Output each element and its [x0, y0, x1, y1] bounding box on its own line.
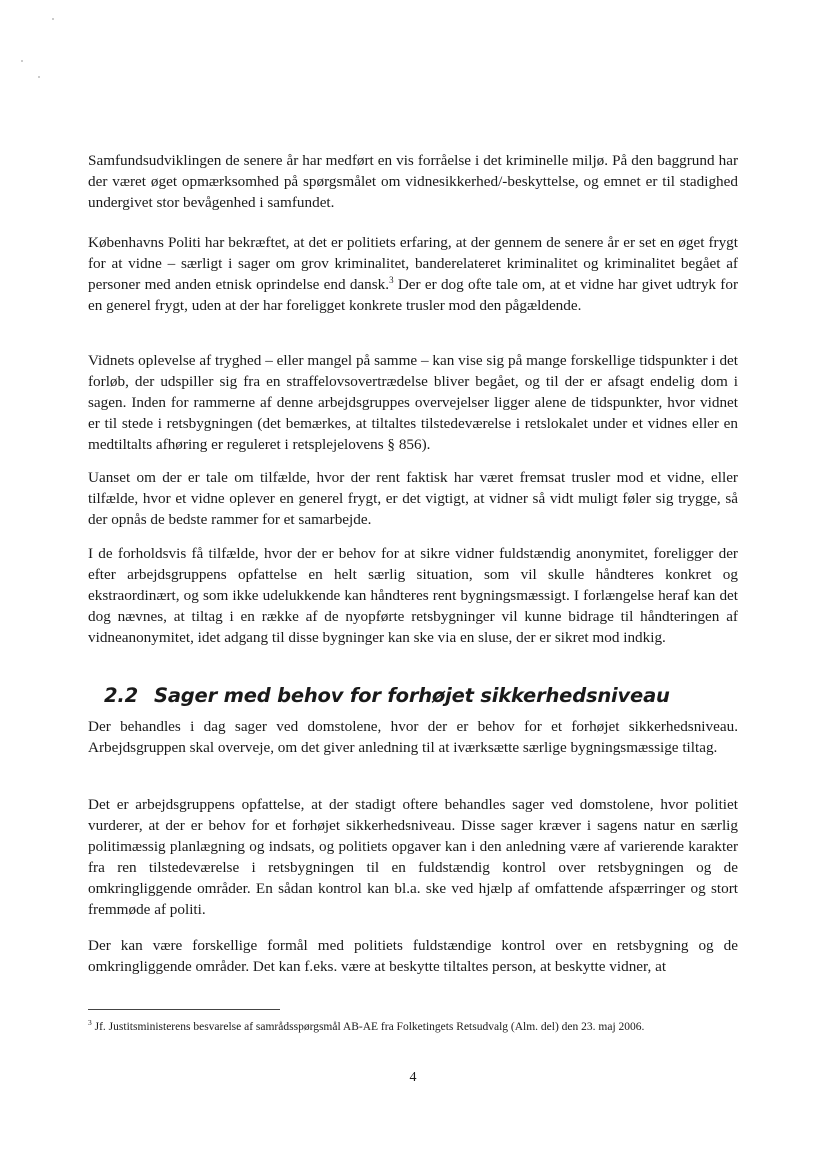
scan-speck — [21, 60, 23, 62]
body-paragraph: Samfundsudviklingen de senere år har medført en vis forråelse i det kriminelle miljø. På den baggrund har der været øget opmærksomhed på spørgsmålet om vidnesikkerhed/-beskyttelse, og emnet er til stadighed undergivet stor bevågenhed i samfundet. — [88, 152, 738, 211]
page-number: 4 — [409, 1070, 417, 1085]
footnote — [88, 1019, 738, 1035]
section-title: Sager med behov for forhøjet sikkerhedsniveau — [154, 684, 670, 707]
body-paragraph: I de forholdsvis få tilfælde, hvor der er behov for at sikre vidner fuldstændig anonymitet, foreligger der efter arbejdsgruppens opfattelse en helt særlig situation, som vil skulle håndteres konkret og ekstraordinært, og som ikke udelukkende kan håndteres rent bygningsmæssigt. I forlængelse heraf kan det dog nævnes, at tiltag i en række af de nyopførte retsbygninger vil kunne bidrage til håndteringen af vidneanonymitet, idet adgang til disse bygninger kan ske via en sluse, der er sikret mod indkig. — [88, 545, 738, 646]
body-paragraph: Det er arbejdsgruppens opfattelse, at der stadigt oftere behandles sager ved domstolene, hvor politiet vurderer, at der er behov for et forhøjet sikkerhedsniveau. Disse sager kræver i sagens natur en særlig politimæssig planlægning og indsats, og politiets opgaver kan i den anledning være af varierende karakter fra ren tilstedeværelse i retsbygningen til en fuldstændig kontrol over retsbygningen og de omkringliggende områder. En sådan kontrol kan bl.a. ske ved hjælp af omfattende afspærringer og stort fremmøde af politi. — [88, 796, 738, 918]
paragraph-text: Der er dog ofte tale om, at et vidne har givet udtryk for en generel frygt, uden at der har foreligget konkrete trusler mod den pågældende. — [88, 276, 738, 314]
section-number: 2.2 — [104, 684, 138, 707]
section-heading — [88, 683, 738, 709]
footnote-marker: 3 — [88, 1018, 92, 1028]
scan-speck — [38, 76, 40, 78]
body-paragraph: Der kan være forskellige formål med politiets fuldstændige kontrol over en retsbygning og de omkringliggende områder. Det kan f.eks. være at beskytte tiltaltes person, at beskytte vidner, at — [88, 937, 738, 975]
body-paragraph: Vidnets oplevelse af tryghed – eller mangel på samme – kan vise sig på mange forskellige tidspunkter i det forløb, der udspiller sig fra en straffelovsovertrædelse bliver begået, og til der er afsagt endelig dom i sagen. Inden for rammerne af denne arbejdsgruppes overvejelser ligger alene de tidspunkter, hvor vidnet er til stede i retsbygningen (det bemærkes, at tiltaltes tilstedeværelse i retslokalet under et vidnes eller en medtiltalts afhøring er reguleret i retsplejelovens § 856). — [88, 352, 738, 453]
body-paragraph — [88, 232, 738, 316]
footnote-reference: 3 — [389, 274, 394, 285]
footnote-text: Jf. Justitsministerens besvarelse af samrådsspørgsmål AB-AE fra Folketingets Retsudvalg (Alm. del) den 23. maj 2006. — [91, 1021, 645, 1033]
body-paragraph: Uanset om der er tale om tilfælde, hvor der rent faktisk har været fremsat trusler mod et vidne, eller tilfælde, hvor et vidne oplever en generel frygt, er det vigtigt, at vidner så vidt muligt føler sig trygge, så der opnås de bedste rammer for et samarbejde. — [88, 469, 738, 528]
scan-speck — [52, 18, 54, 20]
body-paragraph: Der behandles i dag sager ved domstolene, hvor der er behov for et forhøjet sikkerhedsniveau. Arbejdsgruppen skal overveje, om det giver anledning til at iværksætte særlige bygningsmæssige tiltag. — [88, 718, 738, 756]
footnote-separator — [88, 1009, 280, 1010]
paragraph-text: Københavns Politi har bekræftet, at det er politiets erfaring, at der gennem de senere år er set en øget frygt for at vidne – særligt i sager om grov kriminalitet, banderelateret kriminalitet og kriminalitet begået af personer med anden etnisk oprindelse end dansk. — [88, 234, 738, 293]
